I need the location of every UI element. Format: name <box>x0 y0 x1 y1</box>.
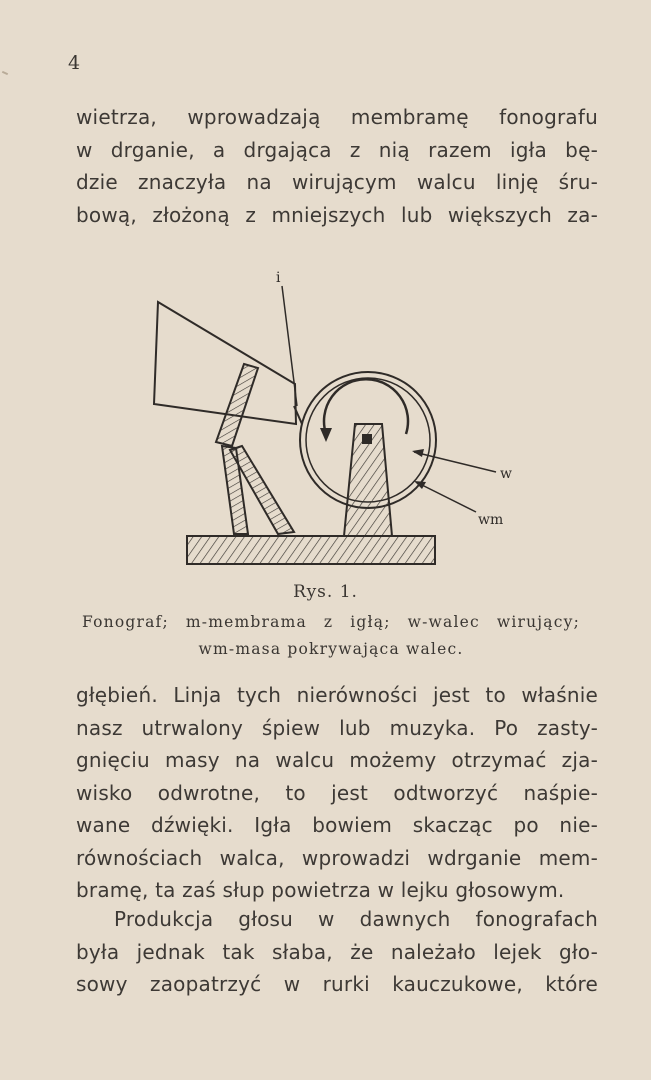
figure-caption <box>82 609 580 663</box>
text-line: gnięciu masy na walcu możemy otrzymać zja- <box>76 748 598 772</box>
text-line: Produkcja głosu w dawnych fonografach <box>114 907 598 931</box>
text-line: wietrza, wprowadzają membramę fonografu <box>76 105 598 129</box>
mass-pointer-line <box>416 482 476 512</box>
roller-label: w <box>500 466 512 482</box>
figure-caption-title: Rys. 1. <box>293 582 358 602</box>
text-line: w drganie, a drgająca z nią razem igła bę- <box>76 137 598 162</box>
roller-pointer-arrowhead <box>412 449 424 457</box>
needle-label: i <box>276 270 281 286</box>
caption-line: Fonograf; m-membrama z igłą; w-walec wirujący; <box>82 613 580 631</box>
mass-label: wm <box>478 512 504 528</box>
text-line: dzie znaczyła na wirującym walcu linję śru- <box>76 170 598 194</box>
text-line: nasz utrwalony śpiew lub muzyka. Po zasty- <box>76 715 598 740</box>
phonograph-illustration <box>150 256 510 576</box>
paragraph-1 <box>76 101 598 231</box>
text-line: bową, złożoną z mniejszych lub większych za- <box>76 202 598 227</box>
membrane-housing <box>216 364 258 446</box>
text-line: była jednak tak słaba, że należało lejek gło- <box>76 939 598 964</box>
paragraph-2 <box>76 679 598 907</box>
text-line: sowy zaopatrzyć w rurki kauczukowe, które <box>76 972 598 996</box>
text-line: wane dźwięki. Igła bowiem skacząc po nie- <box>76 813 598 837</box>
caption-line: wm-masa pokrywająca walec. <box>198 640 464 658</box>
page-number: 4 <box>68 52 81 74</box>
text-line: głębień. Linja tych nierówności jest to właśnie <box>76 683 598 707</box>
paragraph-3 <box>76 903 598 1001</box>
rotation-arrowhead <box>320 428 332 442</box>
text-line: wisko odwrotne, to jest odtworzyć naśpie- <box>76 780 598 805</box>
text-line: bramę, ta zaś słup powietrza w lejku głosowym. <box>76 878 565 902</box>
text-line: równościach walca, wprowadzi wdrganie mem- <box>76 845 598 870</box>
needle-pointer-line <box>282 286 297 406</box>
page-edge-mark <box>2 71 8 75</box>
base-plate <box>187 536 435 564</box>
axle <box>362 434 372 444</box>
horn <box>154 302 296 424</box>
